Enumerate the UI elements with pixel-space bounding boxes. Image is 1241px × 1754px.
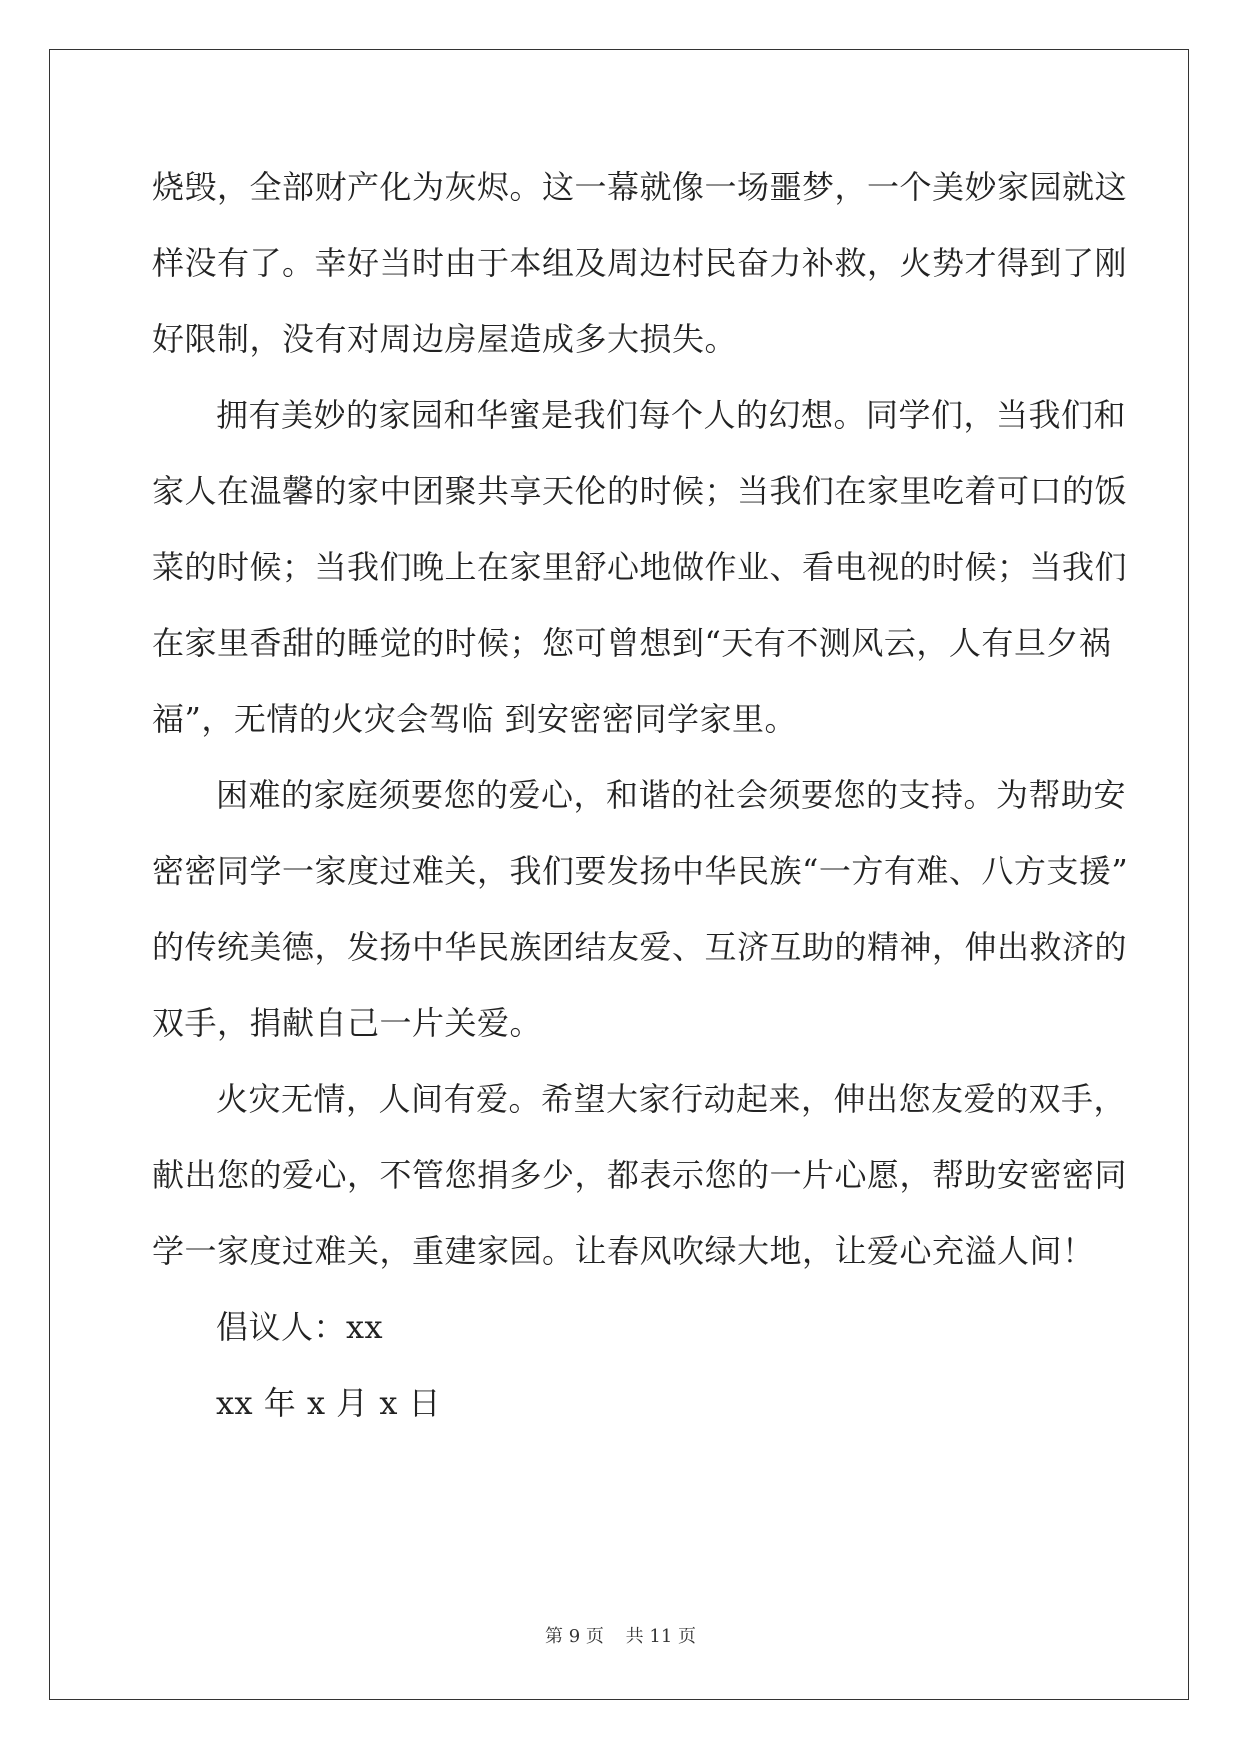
page-footer <box>0 1622 1241 1648</box>
page-number: 第 9 页 <box>545 1626 604 1647</box>
initiator-line: 倡议人：xx <box>216 1308 384 1346</box>
paragraph-start-line: 火灾无情，人间有爱。希望大家行动起来，伸出您友爱的双手， <box>216 1080 1127 1118</box>
text-line: 福”，无情的火灾会驾临 到安密密同学家里。 <box>152 700 798 738</box>
text-line: 好限制，没有对周边房屋造成多大损失。 <box>152 320 738 358</box>
text-line: 的传统美德，发扬中华民族团结友爱、互济互助的精神，伸出救济的 <box>152 928 1128 966</box>
text-line: 烧毁，全部财产化为灰烬。这一幕就像一场噩梦，一个美妙家园就这 <box>152 168 1128 206</box>
text-line: 菜的时候；当我们晚上在家里舒心地做作业、看电视的时候；当我们 <box>152 548 1128 586</box>
paragraph-start-line: 困难的家庭须要您的爱心，和谐的社会须要您的支持。为帮助安 <box>216 776 1127 814</box>
text-line: 学一家度过难关，重建家园。让春风吹绿大地，让爱心充溢人间！ <box>152 1232 1095 1270</box>
document-body <box>152 162 1129 1454</box>
text-line: 密密同学一家度过难关，我们要发扬中华民族“一方有难、八方支援” <box>152 852 1129 890</box>
page-total: 共 11 页 <box>625 1626 696 1647</box>
paragraph-start-line: 拥有美妙的家园和华蜜是我们每个人的幻想。同学们，当我们和 <box>216 396 1127 434</box>
text-line: 家人在温馨的家中团聚共享天伦的时候；当我们在家里吃着可口的饭 <box>152 472 1128 510</box>
date-line: xx 年 x 月 x 日 <box>216 1384 442 1422</box>
text-line: 献出您的爱心，不管您捐多少，都表示您的一片心愿，帮助安密密同 <box>152 1156 1128 1194</box>
text-line: 在家里香甜的睡觉的时候；您可曾想到“天有不测风云，人有旦夕祸 <box>152 624 1112 662</box>
text-line: 双手，捐献自己一片关爱。 <box>152 1004 543 1042</box>
text-line: 样没有了。幸好当时由于本组及周边村民奋力补救，火势才得到了刚 <box>152 244 1128 282</box>
